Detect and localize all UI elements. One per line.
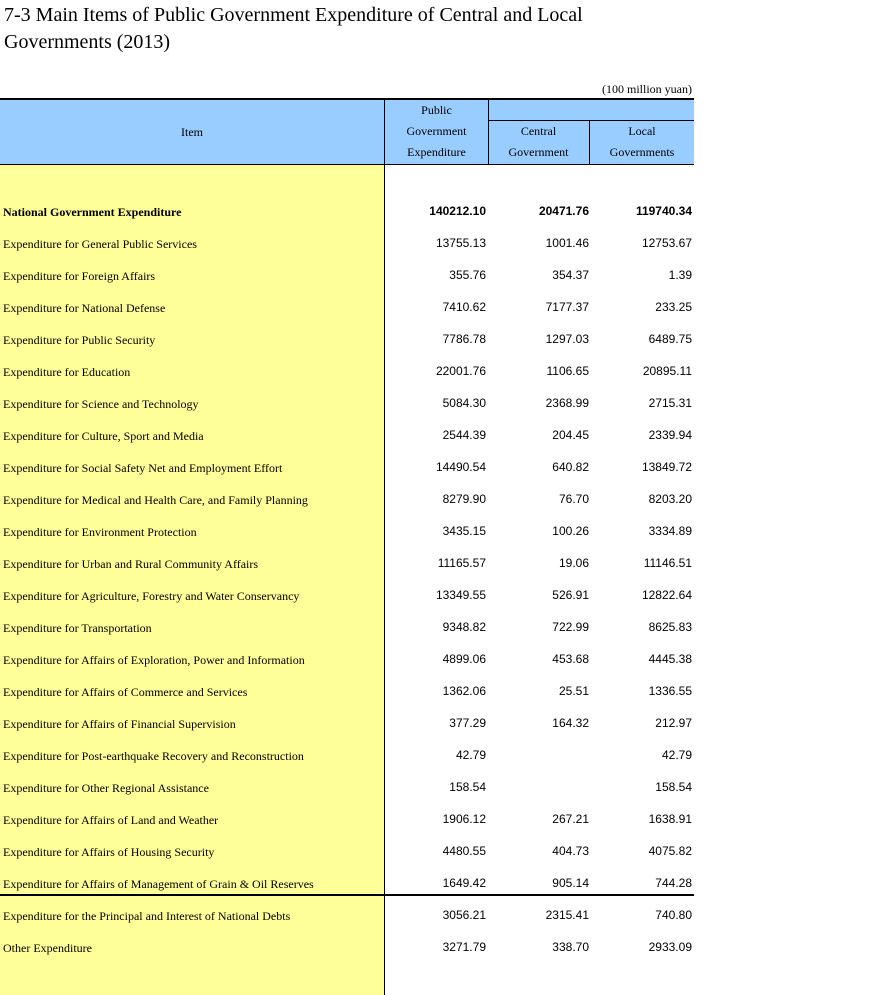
table-row: [0, 323, 694, 355]
header-local-line1: Local: [628, 124, 656, 138]
local-governments-cell: 2339.94: [648, 428, 692, 442]
table-header: [0, 98, 694, 165]
header-item: Item: [181, 124, 203, 139]
central-government-cell: 1106.65: [546, 364, 589, 378]
table-row: [0, 291, 694, 323]
header-central-line1: Central: [520, 124, 557, 138]
local-governments-cell: 158.54: [655, 780, 692, 794]
row-label: Expenditure for Post-earthquake Recovery and Reconstruction: [3, 749, 304, 763]
row-label: Expenditure for Environment Protection: [3, 525, 197, 539]
table-row: [0, 643, 694, 675]
row-label: Expenditure for Social Safety Net and Employment Effort: [3, 461, 283, 475]
table-row: [0, 387, 694, 419]
local-governments-cell: 233.25: [655, 300, 692, 314]
central-government-cell: 25.51: [558, 684, 589, 698]
central-government-cell: 267.21: [552, 812, 589, 826]
row-label: Expenditure for Urban and Rural Community Affairs: [3, 557, 259, 571]
table-row: [0, 259, 694, 291]
row-label: Expenditure for Affairs of Land and Weather: [3, 813, 219, 827]
header-central-line2: Government: [508, 145, 569, 159]
public-expenditure-cell: 14490.54: [435, 460, 486, 474]
table-row: [0, 931, 694, 963]
local-governments-cell: 12822.64: [641, 588, 692, 602]
local-governments-cell: 2933.09: [648, 940, 692, 954]
public-expenditure-cell: 1362.06: [442, 684, 486, 698]
row-label: Expenditure for Affairs of Housing Security: [3, 845, 215, 859]
local-governments-cell: 8203.20: [648, 492, 692, 506]
local-governments-cell: 740.80: [655, 908, 692, 922]
central-government-cell: 164.32: [552, 716, 589, 730]
row-label: Expenditure for Affairs of Financial Supervision: [3, 717, 236, 731]
row-label: Expenditure for Public Security: [3, 333, 156, 347]
public-expenditure-cell: 13349.55: [435, 588, 486, 602]
public-expenditure-cell: 3271.79: [442, 940, 486, 954]
local-governments-cell: 1336.55: [648, 684, 692, 698]
local-governments-cell: 12753.67: [641, 236, 692, 250]
row-label: Expenditure for Science and Technology: [3, 397, 199, 411]
public-expenditure-cell: 140212.10: [429, 204, 486, 218]
header-local-line2: Governments: [609, 145, 675, 159]
table-row: [0, 835, 694, 867]
public-expenditure-cell: 158.54: [449, 780, 486, 794]
local-governments-cell: 1.39: [668, 268, 692, 282]
row-label: Expenditure for Transportation: [3, 621, 152, 635]
row-label: Expenditure for Foreign Affairs: [3, 269, 156, 283]
central-government-cell: 19.06: [558, 556, 589, 570]
local-governments-cell: 6489.75: [648, 332, 692, 346]
local-governments-cell: 1638.91: [648, 812, 692, 826]
table-row: [0, 739, 694, 771]
public-expenditure-cell: 11165.57: [437, 556, 486, 570]
header-public-expenditure: [384, 100, 489, 164]
table-row: [0, 611, 694, 643]
public-expenditure-cell: 4480.55: [442, 844, 486, 858]
header-public-line1: Public: [421, 103, 452, 117]
header-central-government: [488, 120, 590, 165]
table-row: [0, 547, 694, 579]
central-government-cell: 338.70: [552, 940, 589, 954]
public-expenditure-cell: 355.76: [449, 268, 486, 282]
local-governments-cell: 42.79: [661, 748, 692, 762]
central-government-cell: 354.37: [552, 268, 589, 282]
header-public-line2: Government: [406, 124, 467, 138]
central-government-cell: 905.14: [552, 876, 589, 890]
row-label: Expenditure for National Defense: [3, 301, 166, 315]
central-government-cell: 404.73: [552, 844, 589, 858]
public-expenditure-cell: 42.79: [455, 748, 486, 762]
local-governments-cell: 11146.51: [643, 556, 692, 570]
table-row: [0, 419, 694, 451]
central-government-cell: 640.82: [552, 460, 589, 474]
central-government-cell: 1001.46: [545, 236, 589, 250]
local-governments-cell: 2715.31: [648, 396, 692, 410]
central-government-cell: 526.91: [552, 588, 589, 602]
public-expenditure-cell: 1906.12: [442, 812, 486, 826]
page-title: 7-3 Main Items of Public Government Expenditure of Central and Local Governments (2013): [4, 4, 583, 53]
row-label: Expenditure for Affairs of Exploration, Power and Information: [3, 653, 305, 667]
public-expenditure-cell: 13755.13: [435, 236, 486, 250]
public-expenditure-cell: 8279.90: [442, 492, 486, 506]
table-row: [0, 451, 694, 483]
table-rows: [0, 195, 694, 963]
public-expenditure-cell: 377.29: [449, 716, 486, 730]
row-label: Expenditure for Agriculture, Forestry and Water Conservancy: [3, 589, 300, 603]
central-government-cell: 76.70: [558, 492, 589, 506]
header-public-line3: Expenditure: [407, 145, 466, 159]
table-row: [0, 675, 694, 707]
public-expenditure-cell: 3056.21: [442, 908, 486, 922]
public-expenditure-cell: 9348.82: [442, 620, 486, 634]
row-label: Expenditure for Affairs of Management of Grain & Oil Reserves: [3, 877, 314, 891]
central-government-cell: 20471.76: [538, 204, 589, 218]
central-government-cell: 722.99: [552, 620, 589, 634]
local-governments-cell: 4445.38: [648, 652, 692, 666]
local-governments-cell: 3334.89: [648, 524, 692, 538]
table-bottom-rule: [0, 894, 694, 896]
table-row: [0, 707, 694, 739]
table-body: [0, 165, 694, 995]
central-government-cell: 100.26: [552, 524, 589, 538]
total-row: [0, 195, 694, 227]
row-label: Expenditure for Affairs of Commerce and Services: [3, 685, 248, 699]
central-government-cell: 7177.37: [545, 300, 589, 314]
row-label: Expenditure for Medical and Health Care, and Family Planning: [3, 493, 308, 507]
table-row: [0, 355, 694, 387]
public-expenditure-cell: 2544.39: [442, 428, 486, 442]
table-row: [0, 899, 694, 931]
row-label: Expenditure for Other Regional Assistance: [3, 781, 209, 795]
local-governments-cell: 212.97: [655, 716, 692, 730]
table-row: [0, 515, 694, 547]
central-government-cell: 204.45: [552, 428, 589, 442]
row-label: Expenditure for Education: [3, 365, 131, 379]
public-expenditure-cell: 3435.15: [442, 524, 486, 538]
local-governments-cell: 20895.11: [642, 364, 692, 378]
local-governments-cell: 13849.72: [641, 460, 692, 474]
public-expenditure-cell: 7410.62: [442, 300, 486, 314]
row-label: National Government Expenditure: [3, 205, 182, 219]
public-expenditure-cell: 22001.76: [435, 364, 486, 378]
row-label: Other Expenditure: [3, 941, 92, 955]
unit-note: (100 million yuan): [602, 82, 692, 96]
central-government-cell: 453.68: [552, 652, 589, 666]
header-local-governments: [590, 120, 694, 165]
public-expenditure-cell: 1649.42: [442, 876, 486, 890]
row-label: Expenditure for the Principal and Interest of National Debts: [3, 909, 291, 923]
central-government-cell: 2315.41: [545, 908, 589, 922]
public-expenditure-cell: 5084.30: [442, 396, 486, 410]
central-government-cell: 2368.99: [545, 396, 589, 410]
central-government-cell: 1297.03: [545, 332, 589, 346]
table-row: [0, 483, 694, 515]
expenditure-table: [0, 98, 694, 995]
local-governments-cell: 119740.34: [635, 204, 692, 218]
public-expenditure-cell: 4899.06: [442, 652, 486, 666]
table-row: [0, 771, 694, 803]
row-label: Expenditure for General Public Services: [3, 237, 197, 251]
table-row: [0, 579, 694, 611]
local-governments-cell: 4075.82: [648, 844, 692, 858]
table-row: [0, 227, 694, 259]
local-governments-cell: 744.28: [655, 876, 692, 890]
row-label: Expenditure for Culture, Sport and Media: [3, 429, 204, 443]
table-row: [0, 803, 694, 835]
local-governments-cell: 8625.83: [648, 620, 692, 634]
public-expenditure-cell: 7786.78: [442, 332, 486, 346]
